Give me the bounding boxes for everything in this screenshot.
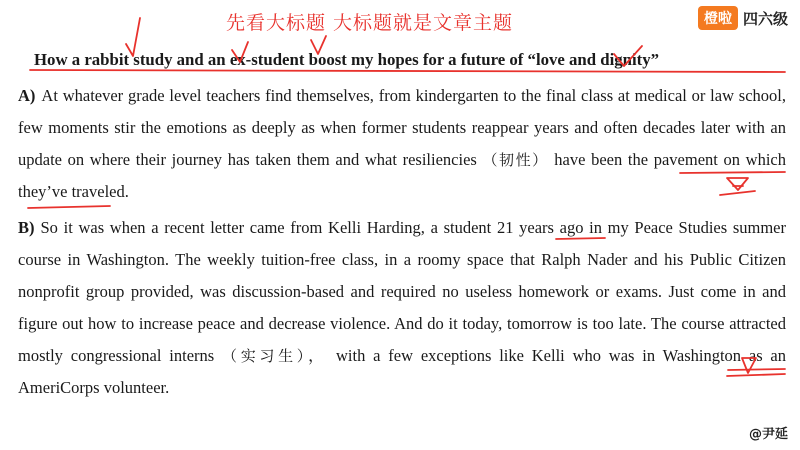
paragraph-text: So it was when a recent letter came from Kelli Harding, a student 21 years ago in my Peace Studies summer course in Washington. The weekly tuition-free class, in a roomy space that Ralph Nader and his Public Citizen nonprofit group provided, was discussion-based and required no useless homework or exams. Just come in and figure out how to increase peace and decrease violence. And do it today, tomorrow is too late. The course attracted mostly congressional interns xyxy=(18,218,786,365)
vocab-gloss: （韧性） xyxy=(482,151,549,169)
title-underline-ink xyxy=(30,70,785,72)
paragraph-b xyxy=(18,212,786,404)
vocab-gloss: （实习生） xyxy=(222,347,308,365)
paragraph-a xyxy=(18,80,786,208)
paragraph-text: At whatever grade level teachers find themselves, from kindergarten to the final class at medical or law school, few moments stir the emotions as deeply as when former students reappear years and often decades later with an update on where their journey has taken them and what resiliencies xyxy=(18,86,786,169)
brand-logo-text: 四六级 xyxy=(742,9,788,28)
paragraph-label: A) xyxy=(18,86,36,105)
paragraph-text-end: have been the pavement on which they’ve traveled. xyxy=(18,150,786,201)
brand-logo xyxy=(698,6,788,30)
article-title: How a rabbit study and an ex-student boost my hopes for a future of “love and dignity” xyxy=(34,50,660,69)
author-signature: @尹延 xyxy=(748,427,788,442)
brand-logo-badge: 橙啦 xyxy=(698,6,738,30)
paragraph-label: B) xyxy=(18,218,35,237)
paragraph-text-end: ， with a few exceptions like Kelli who was in Washington as an AmeriCorps volunteer. xyxy=(18,346,787,397)
teacher-annotation: 先看大标题 大标题就是文章主题 xyxy=(226,12,514,34)
